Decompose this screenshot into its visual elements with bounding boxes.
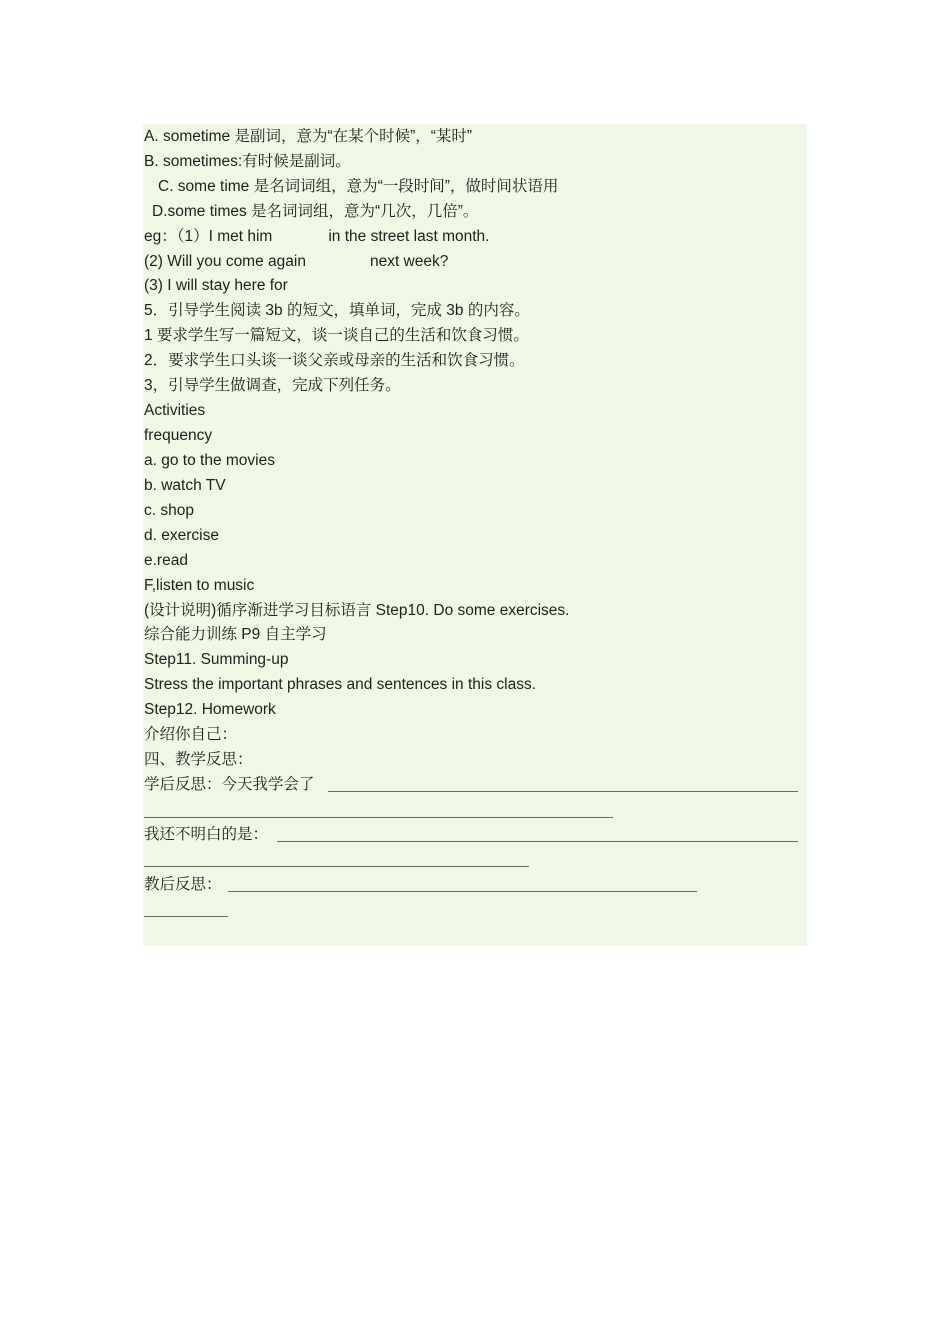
step-5: 5．引导学生阅读 3b 的短文，填单词，完成 3b 的内容。 bbox=[144, 302, 530, 319]
example-2-start: (2) Will you come again bbox=[144, 253, 306, 270]
teacher-reflection-answer-line-2[interactable] bbox=[144, 916, 228, 917]
example-2 bbox=[144, 252, 448, 272]
learned-answer-line-1[interactable] bbox=[328, 791, 798, 792]
activity-item: c. shop bbox=[144, 502, 194, 519]
activity-item: e.read bbox=[144, 552, 188, 569]
not-understood-label: 我还不明白的是： bbox=[144, 826, 269, 843]
line-some-times: D.some times 是名词词组，意为“几次，几倍”。 bbox=[152, 203, 479, 220]
intro-task: 介绍你自己： bbox=[144, 726, 238, 743]
activity-item: F,listen to music bbox=[144, 577, 255, 594]
task-1: 1 要求学生写一篇短文，谈一谈自己的生活和饮食习惯。 bbox=[144, 327, 529, 344]
example-2-end: next week? bbox=[369, 253, 449, 270]
stress-note: Stress the important phrases and sentences in this class. bbox=[144, 676, 537, 693]
line-some-time: C. some time 是名词词组，意为“一段时间”，做时间状语用 bbox=[158, 178, 559, 195]
line-sometimes: B. sometimes:有时候是副词。 bbox=[144, 153, 351, 170]
task-2: 2．要求学生口头谈一谈父亲或母亲的生活和饮食习惯。 bbox=[144, 352, 525, 369]
example-1 bbox=[144, 227, 489, 247]
not-understood-answer-line-1[interactable] bbox=[277, 841, 798, 842]
task-3: 3，引导学生做调查，完成下列任务。 bbox=[144, 377, 401, 394]
not-understood-answer-line-2[interactable] bbox=[144, 866, 529, 867]
example-3: (3) I will stay here for bbox=[144, 277, 288, 294]
training-note: 综合能力训练 P9 自主学习 bbox=[144, 626, 327, 643]
teacher-reflection-answer-line-1[interactable] bbox=[228, 891, 697, 892]
content-panel bbox=[143, 124, 807, 946]
example-1-start: eg：（1）I met him bbox=[144, 228, 273, 245]
step-12: Step12. Homework bbox=[144, 701, 276, 718]
activities-heading: Activities bbox=[144, 402, 206, 419]
example-1-end: in the street last month. bbox=[328, 228, 490, 245]
line-sometime: A. sometime 是副词，意为“在某个时候”，“某时” bbox=[144, 128, 473, 145]
design-note: (设计说明)循序渐进学习目标语言 Step10. Do some exercises. bbox=[144, 602, 570, 619]
learned-answer-line-2[interactable] bbox=[144, 817, 613, 818]
learned-label: 学后反思：今天我学会了 bbox=[144, 776, 315, 793]
activity-item: b. watch TV bbox=[144, 477, 226, 494]
activity-item: a. go to the movies bbox=[144, 452, 275, 469]
teacher-reflection-label: 教后反思： bbox=[144, 876, 222, 893]
reflection-heading: 四、教学反思： bbox=[144, 751, 253, 768]
frequency-heading: frequency bbox=[144, 427, 213, 444]
activity-item: d. exercise bbox=[144, 527, 219, 544]
step-11: Step11. Summing-up bbox=[144, 651, 289, 668]
